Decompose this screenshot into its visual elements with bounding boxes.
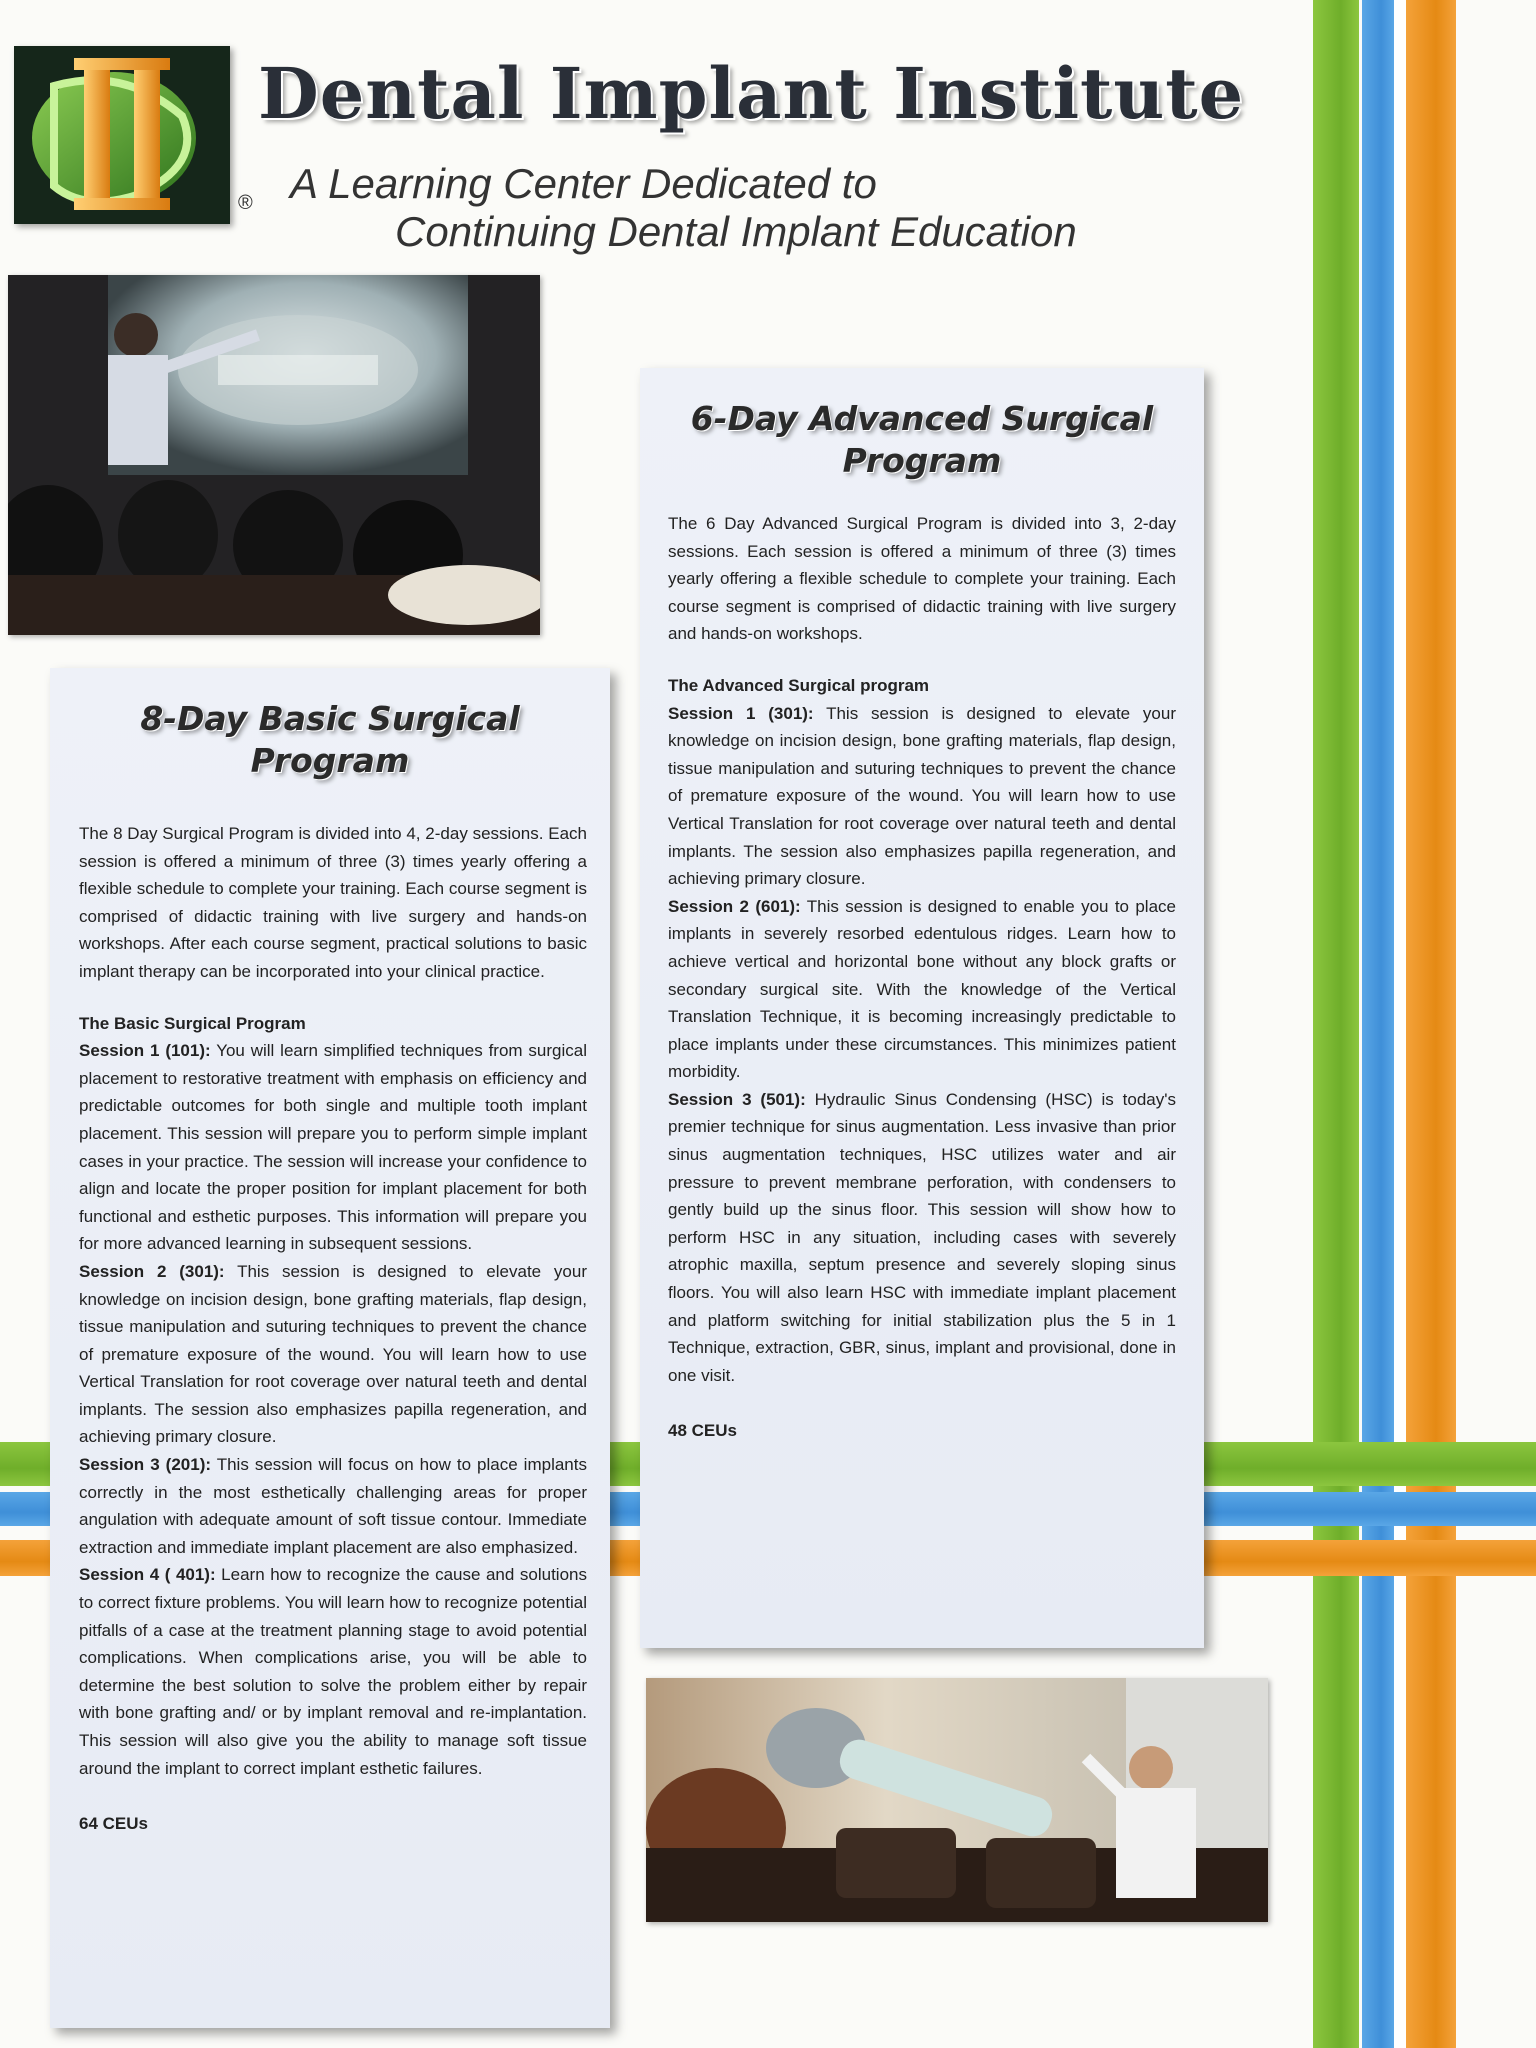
basic-session-3-label: Session 3 (201): — [79, 1455, 212, 1475]
advanced-session-2-text: This session is designed to enable you to place implants in severely resorbed edentulous ridges. Learn how to achieve vertical and horizontal bone without any block grafts or secondary surgical site. With the knowledge of the Vertical Translation Technique, it is becoming increasingly predictable to place implants under these circumstances. This minimizes patient morbidity. — [668, 896, 1176, 1082]
advanced-session-1-label: Session 1 (301): — [668, 703, 814, 723]
advanced-program-title — [640, 398, 1204, 482]
advanced-session-1-text: This session is designed to elevate your knowledge on incision design, bone grafting materials, flap design, tissue manipulation and suturing techniques to prevent the chance of premature exposure of the wound. You will learn how to use Vertical Translation for root coverage over natural teeth and dental implants. The session also emphasizes papilla regeneration, and achieving primary closure. — [668, 703, 1176, 889]
advanced-session-3-text: Hydraulic Sinus Condensing (HSC) is today's premier technique for sinus augmentation. Less invasive than prior sinus augmentation techniques, HSC utilizes water and air pressure to prevent membrane perforation, with condensers to gently build up the sinus floor. This session will show how to perform HSC in any situation, including cases with severely atrophic maxilla, septum presence and severely sloping sinus floors. You will also learn HSC with immediate implant placement and platform switching for initial stabilization plus the 5 in 1 Technique, extraction, GBR, sinus, implant and provisional, done in one visit. — [668, 1089, 1176, 1385]
basic-program-panel — [50, 668, 610, 2028]
page-title: Dental Implant Institute — [258, 52, 1245, 135]
vertical-white-gap — [1394, 0, 1406, 2048]
workshop-photo — [646, 1678, 1268, 1922]
institute-logo — [14, 46, 230, 224]
basic-session-1-label: Session 1 (101): — [79, 1041, 211, 1061]
basic-session-1 — [79, 1037, 587, 1258]
basic-program-title-line2: Program — [250, 741, 410, 780]
basic-intro: The 8 Day Surgical Program is divided into 4, 2-day sessions. Each session is offered a minimum of three (3) times yearly offering a flexible schedule to complete your training. Each course segment is comprised of didactic training with live surgery and hands-on workshops. After each course segment, practical solutions to basic implant therapy can be incorporated into your clinical practice. — [79, 824, 587, 981]
vertical-blue-stripe — [1362, 0, 1394, 2048]
basic-session-2 — [79, 1258, 587, 1451]
basic-program-heading: The Basic Surgical Program — [79, 1013, 306, 1033]
advanced-session-1 — [668, 700, 1176, 893]
basic-ceus: 64 CEUs — [79, 1814, 148, 1834]
vertical-green-stripe — [1313, 0, 1359, 2048]
basic-session-2-text: This session is designed to elevate your knowledge on incision design, bone grafting materials, flap design, tissue manipulation and suturing techniques to prevent the chance of premature exposure of the wound. You will learn how to use Vertical Translation for root coverage over natural teeth and dental implants. The session also emphasizes papilla regeneration, and achieving primary closure. — [79, 1261, 587, 1447]
vertical-orange-stripe — [1406, 0, 1456, 2048]
advanced-intro: The 6 Day Advanced Surgical Program is divided into 3, 2-day sessions. Each session is offered a minimum of three (3) times yearly offering a flexible schedule to complete your training. Each course segment is comprised of didactic training with live surgery and hands-on workshops. — [668, 514, 1176, 644]
advanced-program-heading: The Advanced Surgical program — [668, 675, 930, 695]
basic-session-4-label: Session 4 ( 401): — [79, 1565, 216, 1585]
basic-session-3 — [79, 1451, 587, 1561]
basic-session-4-text: Learn how to recognize the cause and solutions to correct fixture problems. You will learn how to recognize potential pitfalls of a case at the treatment planning stage to avoid potential complications. When complications arise, you will be able to determine the best solution to solve the problem either by repair with bone grafting and/ or by implant removal and re-implantation. This session will also give you the ability to manage soft tissue around the implant to correct implant esthetic failures. — [79, 1565, 587, 1778]
advanced-program-title-line2: Program — [842, 441, 1002, 480]
basic-program-title-line1: 8-Day Basic Surgical — [140, 699, 520, 738]
basic-program-title — [50, 698, 610, 782]
advanced-session-3-label: Session 3 (501): — [668, 1089, 806, 1109]
basic-session-2-label: Session 2 (301): — [79, 1261, 225, 1281]
advanced-session-3 — [668, 1086, 1176, 1390]
tagline-line-2: Continuing Dental Implant Education — [395, 208, 1077, 255]
advanced-program-title-line1: 6-Day Advanced Surgical — [690, 399, 1154, 438]
registered-mark: ® — [238, 192, 253, 214]
basic-session-4 — [79, 1561, 587, 1782]
basic-session-1-text: You will learn simplified techniques from surgical placement to restorative treatment with emphasis on efficiency and predictable outcomes for both single and multiple tooth implant placement. This session will prepare you to perform simple implant cases in your practice. The session will increase your confidence to align and locate the proper position for implant placement for both functional and esthetic purposes. This information will prepare you for more advanced learning in subsequent sessions. — [79, 1041, 587, 1254]
lecture-photo — [8, 275, 540, 635]
logo-monogram-icon — [14, 46, 230, 224]
basic-session-3-text: This session will focus on how to place implants correctly in the most esthetically challenging areas for proper angulation with adequate amount of soft tissue contour. Immediate extraction and immediate implant placement are also emphasized. — [79, 1455, 587, 1557]
advanced-ceus: 48 CEUs — [668, 1421, 737, 1441]
advanced-program-panel — [640, 368, 1204, 1648]
advanced-session-2 — [668, 893, 1176, 1086]
tagline-line-1: A Learning Center Dedicated to — [290, 160, 877, 207]
advanced-session-2-label: Session 2 (601): — [668, 896, 801, 916]
